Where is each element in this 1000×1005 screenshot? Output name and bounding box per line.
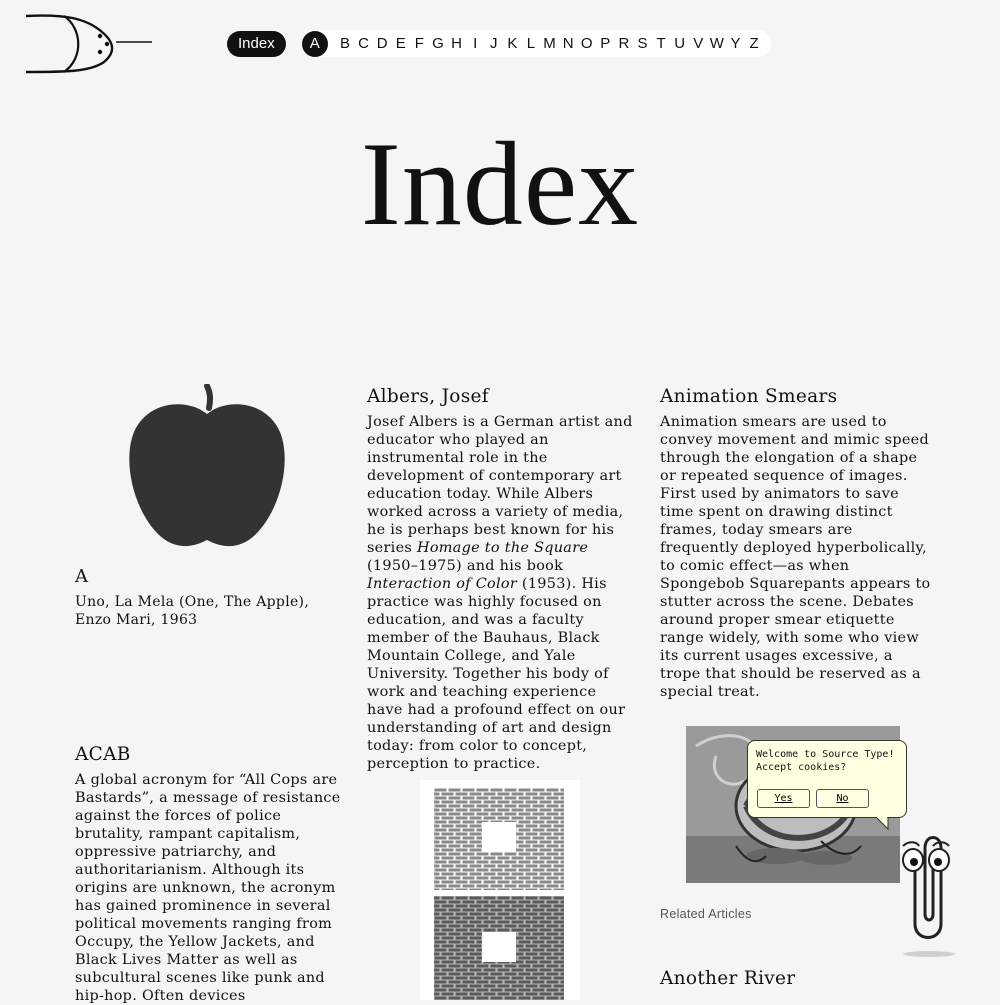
albers-em-1: Homage to the Square bbox=[416, 540, 589, 556]
nav-letter-u[interactable]: U bbox=[674, 35, 686, 52]
albers-text-1: Josef Albers is a German artist and educator who played an instrumental role in the development of contemporary art education today. While Albers worked across a variety of media, he is perhaps best known for his series bbox=[367, 414, 633, 556]
nav-letter-k[interactable]: K bbox=[507, 35, 518, 52]
nav-letter-v[interactable]: V bbox=[693, 35, 704, 52]
albers-text-3: (1953). His practice was highly focused on education, and was a faculty member of the Bauhaus, Black Mountain College, and Yale University. Together his body of work and teaching experience have had a profound effect on our understanding of art and design today: from color to concept, perception to practice. bbox=[367, 576, 626, 772]
alphabet-nav bbox=[227, 30, 771, 57]
nav-letter-p[interactable]: P bbox=[600, 35, 611, 52]
entry-title-acab[interactable]: ACAB bbox=[75, 744, 131, 765]
albers-brick-image[interactable] bbox=[420, 780, 580, 1000]
cookie-dialog bbox=[747, 740, 907, 818]
nav-letter-n[interactable]: N bbox=[562, 35, 574, 52]
entry-albers bbox=[367, 386, 633, 773]
cookie-no-button[interactable]: No bbox=[816, 789, 869, 808]
clippy-assistant-icon[interactable] bbox=[895, 828, 957, 958]
nav-letter-c[interactable]: C bbox=[358, 35, 370, 52]
entry-animation-smears bbox=[660, 386, 932, 701]
apple-image[interactable] bbox=[126, 384, 288, 552]
albers-em-2: Interaction of Color bbox=[367, 576, 518, 592]
entry-title-albers[interactable]: Albers, Josef bbox=[367, 386, 489, 407]
entry-title-smears[interactable]: Animation Smears bbox=[660, 386, 838, 407]
entry-body-acab: A global acronym for “All Cops are Bastards”, a message of resistance against the forces of police brutality, rampant capitalism, oppressive patriarchy, and authoritarianism. Although its origins are unknown, the acronym has gained prominence in several political movements ranging from Occupy, the Yellow Jackets, and Black Lives Matter as well as subcultural scenes like punk and hip-hop. Often devices bbox=[75, 772, 341, 1004]
nav-letter-b[interactable]: B bbox=[339, 35, 350, 52]
page-title: Index bbox=[360, 117, 640, 250]
cookie-buttons bbox=[757, 789, 869, 808]
nav-letter-z[interactable]: Z bbox=[749, 35, 759, 52]
apple-caption bbox=[75, 566, 345, 629]
nav-letter-a[interactable]: A bbox=[302, 31, 328, 57]
nav-letter-i[interactable]: I bbox=[473, 35, 478, 52]
albers-text-2: (1950–1975) and his book bbox=[367, 558, 564, 574]
nav-letter-g[interactable]: G bbox=[432, 35, 444, 52]
nav-letter-o[interactable]: O bbox=[580, 35, 593, 52]
entry-another-river bbox=[660, 968, 930, 995]
brick-pattern-image bbox=[420, 780, 580, 1000]
nav-letter-d[interactable]: D bbox=[376, 35, 388, 52]
nav-letter-w[interactable]: W bbox=[709, 35, 724, 52]
nav-letter-j[interactable]: J bbox=[490, 35, 498, 52]
nav-letter-m[interactable]: M bbox=[543, 35, 556, 52]
dialog-tail-icon bbox=[876, 817, 890, 831]
caption-line bbox=[75, 593, 345, 629]
caption-letter: A bbox=[75, 566, 88, 587]
nav-letter-r[interactable]: R bbox=[618, 35, 630, 52]
nav-letter-y[interactable]: Y bbox=[730, 35, 741, 52]
related-articles-label[interactable]: Related Articles bbox=[660, 907, 752, 921]
nav-letter-e[interactable]: E bbox=[395, 35, 406, 52]
nav-letter-s[interactable]: S bbox=[637, 35, 648, 52]
nav-letter-f[interactable]: F bbox=[414, 35, 424, 52]
logo-icon[interactable] bbox=[24, 12, 154, 76]
entry-acab bbox=[75, 744, 343, 1005]
cookie-message: Welcome to Source Type! Accept cookies? bbox=[756, 749, 895, 773]
cookie-yes-button[interactable]: Yes bbox=[757, 789, 810, 808]
letter-list bbox=[302, 30, 772, 57]
nav-letter-t[interactable]: T bbox=[656, 35, 666, 52]
entry-body-albers bbox=[367, 413, 633, 773]
entry-title-another-river[interactable]: Another River bbox=[660, 968, 796, 989]
caption-line-2: Enzo Mari, 1963 bbox=[75, 612, 198, 628]
entry-body-smears: Animation smears are used to convey movement and mimic speed through the elongation of a shape or repeated sequence of images. First used by animators to save time spent on drawing distinct frames, today smears are frequently deployed hyperbolically, to comic effect—as when Spongebob Squarepants appears to stutter across the scene. Debates around proper smear etiquette range widely, with some who view its current usages excessive, a trope that should be reserved as a special treat. bbox=[660, 414, 931, 700]
caption-line-1: Uno, La Mela (One, The Apple), bbox=[75, 594, 310, 610]
nav-index-pill[interactable]: Index bbox=[227, 31, 286, 57]
nav-letter-h[interactable]: H bbox=[451, 35, 462, 52]
nav-letter-l[interactable]: L bbox=[526, 35, 536, 52]
